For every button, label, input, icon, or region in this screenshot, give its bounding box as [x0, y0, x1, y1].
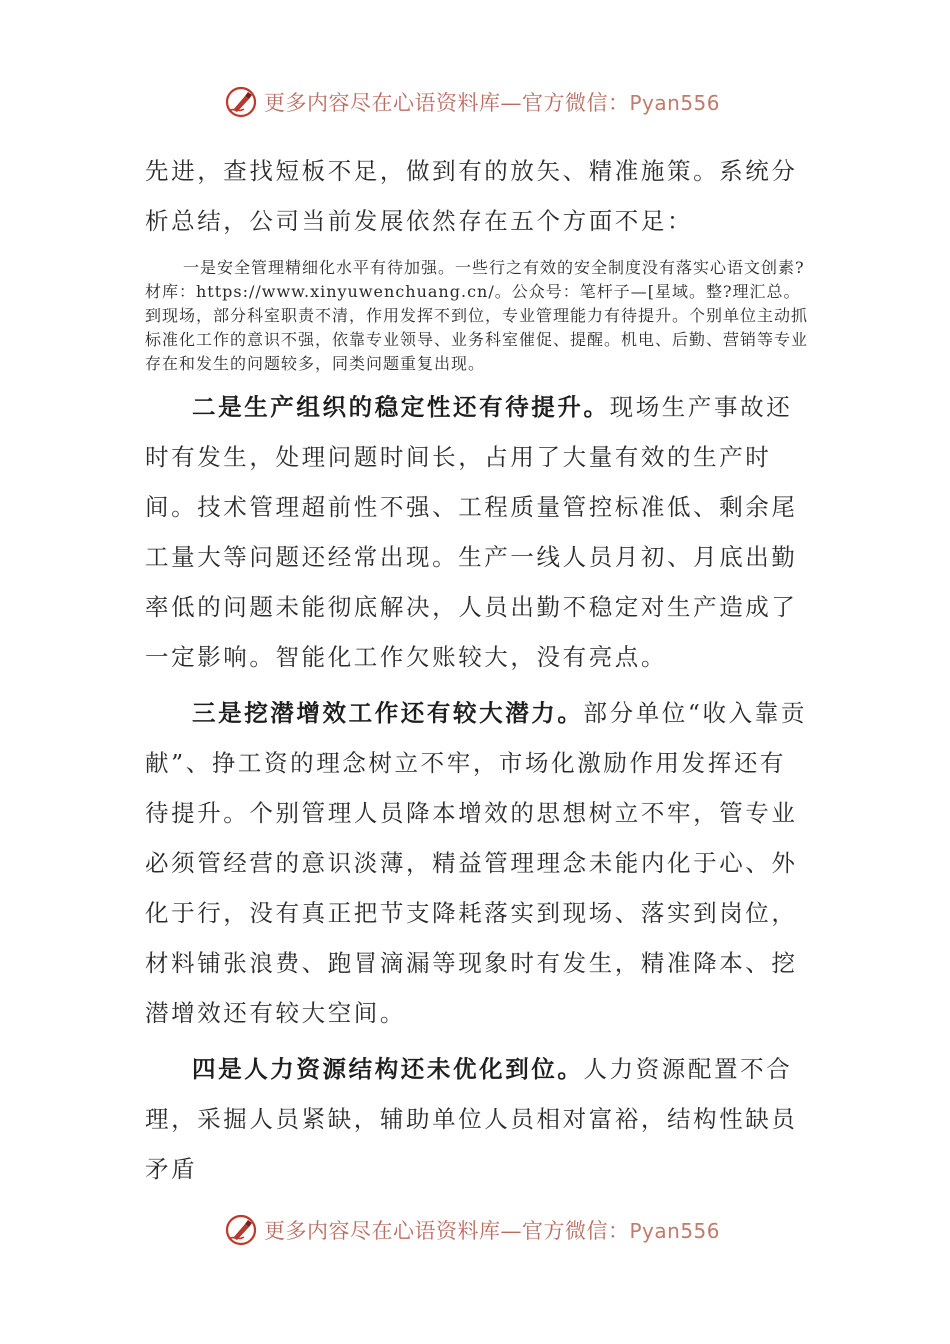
footer-banner — [0, 1210, 950, 1250]
paragraph-efficiency — [145, 688, 810, 1038]
paragraph-efficiency-text: 部分单位“收入靠贡献”、挣工资的理念树立不牢，市场化激励作用发挥还有待提升。个别管理人员降本增效的思想树立不牢，管专业必须管经营的意识淡薄，精益管理理念未能内化于心、外化于行，没有真正把节支降耗落实到现场、落实到岗位，材料铺张浪费、跑冒滴漏等现象时有发生，精准降本、挖潜增效还有较大空间。 — [145, 699, 807, 1027]
header-banner-account: Pyan556 — [629, 91, 720, 115]
paragraph-hr-heading: 四是人力资源结构还未优化到位。 — [192, 1055, 584, 1083]
footer-banner-content — [224, 1213, 720, 1247]
pen-nib-logo-icon — [224, 85, 258, 119]
header-banner-text: 更多内容尽在心语资料库—官方微信：Pyan556 — [263, 91, 720, 115]
paragraph-hr — [145, 1044, 810, 1194]
paragraph-hr-text: 人力资源配置不合理，采掘人员紧缺，辅助单位人员相对富裕，结构性缺员矛盾 — [145, 1055, 798, 1183]
paragraph-production — [145, 382, 810, 682]
header-banner-content — [224, 85, 720, 119]
document-body — [145, 146, 810, 1194]
paragraph-production-text: 现场生产事故还时有发生，处理问题时间长，占用了大量有效的生产时间。技术管理超前性不强、工程质量管控标准低、剩余尾工量大等问题还经常出现。生产一线人员月初、月底出勤率低的问题未能彻底解决，人员出勤不稳定对生产造成了一定影响。智能化工作欠账较大，没有亮点。 — [145, 393, 798, 671]
footer-banner-account: Pyan556 — [629, 1219, 720, 1243]
pen-nib-logo-icon — [224, 1213, 258, 1247]
paragraph-safety: 一是安全管理精细化水平有待加强。一些行之有效的安全制度没有落实心语文创素?材库：https://www.xinyuwenchuang.cn/。公众号：笔杆子—[星域。整?理汇总。到现场，部分科室职责不清，作用发挥不到位，专业管理能力有待提升。个别单位主动抓标准化工作的意识不强，依靠专业领导、业务科室催促、提醒。机电、后勤、营销等专业存在和发生的问题较多，同类问题重复出现。 — [145, 258, 809, 373]
header-banner — [0, 82, 950, 122]
paragraph-efficiency-heading: 三是挖潜增效工作还有较大潜力。 — [192, 699, 584, 727]
paragraph-intro: 先进，查找短板不足，做到有的放矢、精准施策。系统分析总结，公司当前发展依然存在五个方面不足： — [145, 157, 798, 235]
paragraph-production-heading: 二是生产组织的稳定性还有待提升。 — [192, 393, 610, 421]
footer-banner-text: 更多内容尽在心语资料库—官方微信：Pyan556 — [263, 1219, 720, 1243]
